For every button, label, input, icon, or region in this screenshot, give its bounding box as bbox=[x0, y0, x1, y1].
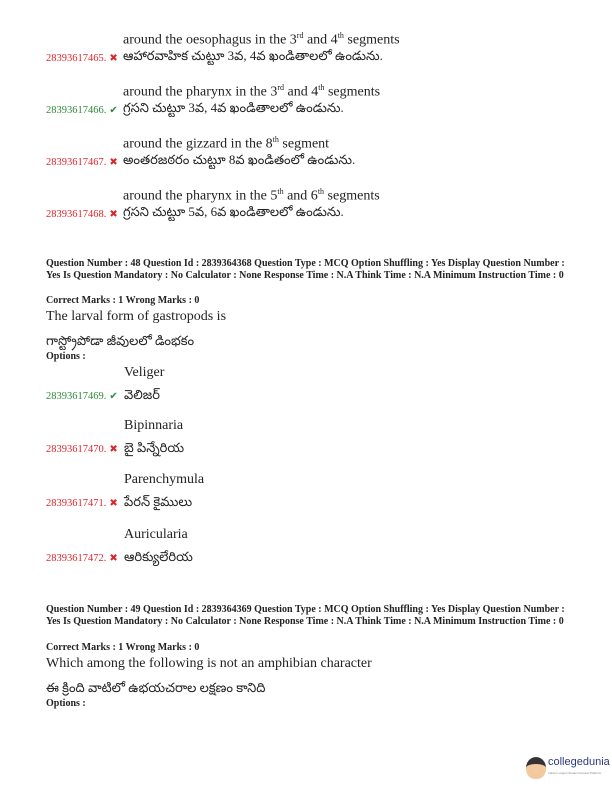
option-text-te: బై పిన్నేరియ bbox=[124, 440, 185, 455]
option-text-te: ఆహారవాహిక చుట్టూ 3వ, 4వ ఖండితాలలో ఉండును. bbox=[123, 48, 383, 63]
option-text-part: and 4 bbox=[303, 32, 338, 48]
option-text-part: and 4 bbox=[284, 84, 319, 100]
q49-options-label: Options : bbox=[46, 698, 86, 709]
option-text-part: th bbox=[318, 83, 325, 92]
logo-name: collegedunia bbox=[548, 756, 610, 768]
option-text-en: Bipinnaria bbox=[124, 418, 184, 433]
wrong-cross-icon: ✖ bbox=[109, 209, 118, 220]
option-id-text: 28393617468. bbox=[46, 209, 107, 220]
option-id bbox=[46, 444, 118, 455]
option-text-en bbox=[123, 187, 380, 205]
option-text-part: segments bbox=[324, 188, 380, 204]
wrong-cross-icon: ✖ bbox=[109, 553, 118, 564]
option-id bbox=[46, 209, 118, 220]
option-id-text: 28393617466. bbox=[46, 105, 107, 116]
q49-meta: Question Number : 49 Question Id : 2839364369 Question Type : MCQ Option Shuffling : Yes Display Question Number : Yes Is Question Mandatory : No Calculator : None Response Time : N.A Think Time : N.A Minimum Instruction Time : 0 bbox=[46, 604, 565, 627]
option-text-part: rd bbox=[277, 83, 285, 92]
option-text-en bbox=[123, 83, 380, 101]
wrong-cross-icon: ✖ bbox=[109, 498, 118, 509]
option-id-text: 28393617467. bbox=[46, 157, 107, 168]
q48-question-te: గాస్ట్రోపోడా జీవులలో డింభకం bbox=[46, 333, 195, 348]
wrong-cross-icon: ✖ bbox=[109, 53, 118, 64]
option-id bbox=[46, 105, 118, 116]
option-text-part: around the gizzard in the 8 bbox=[123, 136, 273, 152]
option-text-part: segments bbox=[343, 32, 400, 48]
option-id bbox=[46, 553, 118, 564]
option-text-te: అంతరజఠరం చుట్టూ 8వ ఖండితంలో ఉండును. bbox=[123, 152, 356, 167]
option-id bbox=[46, 53, 118, 64]
q48-question-en: The larval form of gastropods is bbox=[46, 309, 227, 324]
option-id-text: 28393617469. bbox=[46, 391, 107, 402]
q49-question-te: ఈ క్రింది వాటిలో ఉభయచరాల లక్షణం కానిది bbox=[46, 680, 266, 695]
option-text-part: and 6 bbox=[283, 188, 318, 204]
wrong-cross-icon: ✖ bbox=[109, 157, 118, 168]
logo-tagline: India's Largest Student Review Platform bbox=[548, 771, 602, 775]
option-text-part: around the oesophagus in the 3 bbox=[123, 32, 297, 48]
correct-check-icon: ✔ bbox=[109, 391, 118, 402]
mascot-icon bbox=[526, 757, 546, 779]
option-id bbox=[46, 498, 118, 509]
option-id-text: 28393617470. bbox=[46, 444, 107, 455]
option-text-part: th bbox=[272, 135, 279, 144]
option-id-text: 28393617472. bbox=[46, 553, 107, 564]
q49-question-en: Which among the following is not an amphibian character bbox=[46, 656, 372, 671]
option-text-part: rd bbox=[296, 31, 304, 40]
option-text-part: segments bbox=[324, 84, 381, 100]
option-text-part: segment bbox=[278, 136, 330, 152]
option-text-part: th bbox=[317, 187, 325, 196]
wrong-cross-icon: ✖ bbox=[109, 444, 118, 455]
option-text-te: ఆరిక్యులేరియ bbox=[124, 549, 193, 564]
option-text-te: గ్రసని చుట్టూ 3వ, 4వ ఖండితాలలో ఉండును. bbox=[123, 100, 344, 115]
q48-meta: Question Number : 48 Question Id : 2839364368 Question Type : MCQ Option Shuffling : Yes Display Question Number : Yes Is Question Mandatory : No Calculator : None Response Time : N.A Think Time : N.A Minimum Instruction Time : 0 bbox=[46, 258, 565, 281]
q48-marks: Correct Marks : 1 Wrong Marks : 0 bbox=[46, 295, 200, 306]
q48-options-label: Options : bbox=[46, 351, 86, 362]
option-text-part: th bbox=[277, 187, 284, 196]
option-text-en: Parenchymula bbox=[124, 472, 205, 487]
collegedunia-logo bbox=[526, 757, 610, 779]
option-id bbox=[46, 157, 118, 168]
option-id-text: 28393617465. bbox=[46, 53, 107, 64]
option-id bbox=[46, 391, 118, 402]
option-text-te: వెలిజర్ bbox=[124, 387, 160, 402]
option-text-en: Auricularia bbox=[124, 527, 188, 542]
option-text-part: th bbox=[337, 31, 344, 40]
option-text-te: పేరన్ కైములు bbox=[124, 494, 193, 509]
option-text-part: around the pharynx in the 3 bbox=[123, 84, 278, 100]
q49-marks: Correct Marks : 1 Wrong Marks : 0 bbox=[46, 642, 200, 653]
option-text-en bbox=[123, 31, 400, 49]
option-id-text: 28393617471. bbox=[46, 498, 107, 509]
option-text-en: Veliger bbox=[124, 365, 165, 380]
option-text-en bbox=[123, 135, 329, 153]
option-text-te: గ్రసని చుట్టూ 5వ, 6వ ఖండితాలలో ఉండును. bbox=[123, 204, 344, 219]
option-text-part: around the pharynx in the 5 bbox=[123, 188, 278, 204]
correct-check-icon: ✔ bbox=[109, 105, 118, 116]
